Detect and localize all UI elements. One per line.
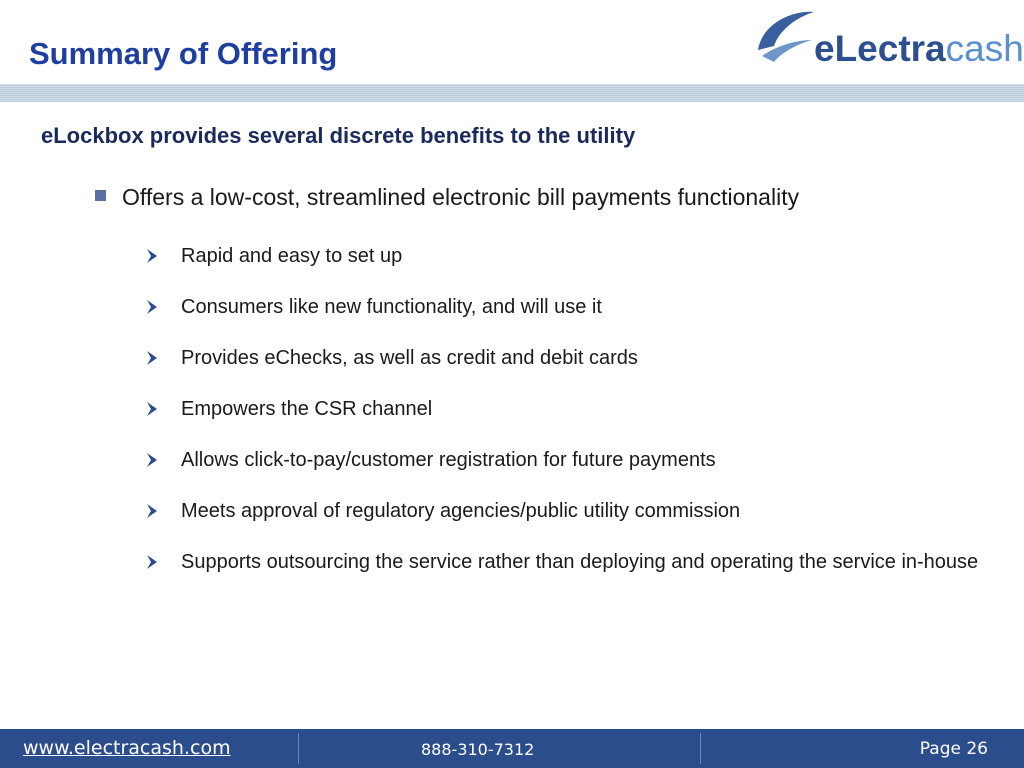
footer-website-link[interactable]: www.electracash.com	[23, 737, 231, 759]
footer-divider	[700, 733, 701, 764]
footer-bar	[0, 729, 1024, 768]
sub-bullet-item	[145, 338, 985, 389]
slide-subtitle: eLockbox provides several discrete benefits to the utility	[41, 123, 636, 148]
sub-bullet-item	[145, 389, 985, 440]
main-bullet-text: Offers a low-cost, streamlined electronic bill payments functionality	[122, 184, 800, 210]
chevron-right-icon	[145, 554, 159, 570]
main-bullet	[95, 186, 799, 209]
sub-bullet-item	[145, 542, 985, 624]
footer-page-number: Page 26	[919, 739, 988, 759]
sub-bullet-text: Empowers the CSR channel	[181, 398, 433, 420]
header-divider-stripe	[0, 84, 1024, 102]
square-bullet-icon	[95, 190, 106, 201]
sub-bullet-text: Provides eChecks, as well as credit and debit cards	[181, 347, 638, 369]
sub-bullet-text: Meets approval of regulatory agencies/public utility commission	[181, 500, 741, 522]
sub-bullet-text: Supports outsourcing the service rather than deploying and operating the service in-house	[181, 551, 979, 573]
logo-wordmark	[814, 30, 1024, 67]
logo-text-electra: eLectra	[814, 28, 946, 69]
sub-bullet-list	[145, 236, 985, 624]
sub-bullet-text: Rapid and easy to set up	[181, 245, 403, 267]
footer-phone: 888-310-7312	[421, 740, 535, 759]
logo-text-cash: cash	[945, 28, 1024, 69]
logo	[752, 6, 1024, 78]
footer-divider	[298, 733, 299, 764]
chevron-right-icon	[145, 350, 159, 366]
sub-bullet-item	[145, 440, 985, 491]
sub-bullet-item	[145, 236, 985, 287]
slide-title: Summary of Offering	[29, 36, 338, 71]
sub-bullet-item	[145, 491, 985, 542]
chevron-right-icon	[145, 452, 159, 468]
sub-bullet-text: Allows click-to-pay/customer registration for future payments	[181, 449, 716, 471]
chevron-right-icon	[145, 299, 159, 315]
chevron-right-icon	[145, 401, 159, 417]
sub-bullet-item	[145, 287, 985, 338]
chevron-right-icon	[145, 248, 159, 264]
sub-bullet-text: Consumers like new functionality, and will use it	[181, 296, 602, 318]
chevron-right-icon	[145, 503, 159, 519]
